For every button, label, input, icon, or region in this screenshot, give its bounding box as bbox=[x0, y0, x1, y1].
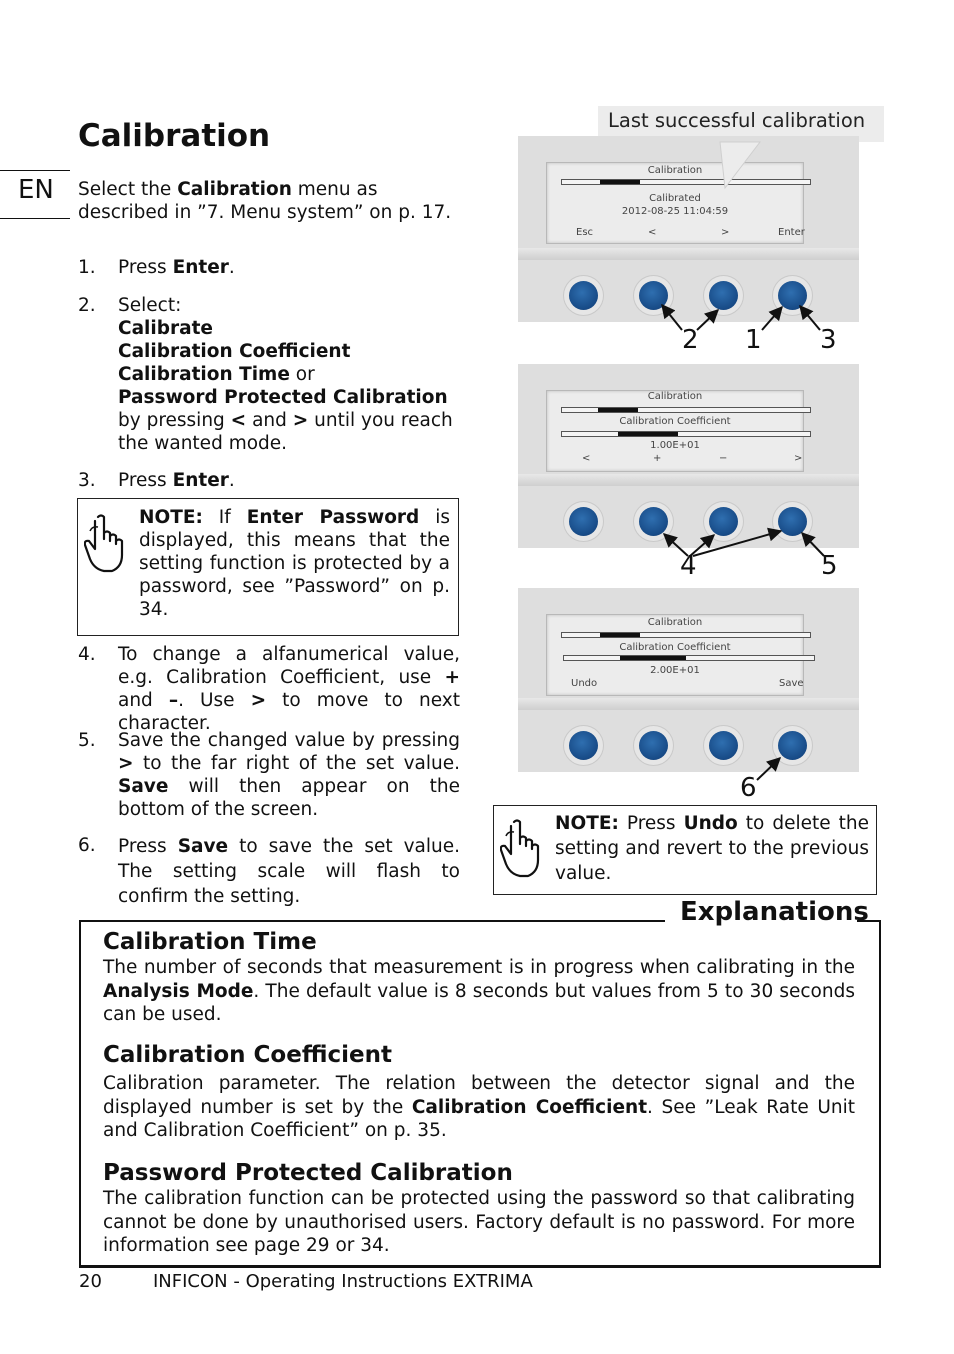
note-text: NOTE: Press Undo to delete the setting and revert to the previous value. bbox=[555, 813, 870, 884]
step-number: 6. bbox=[78, 835, 96, 856]
step-number: 5. bbox=[78, 730, 96, 751]
step-3: Press Enter. bbox=[118, 470, 235, 491]
section-heading: Calibration Time bbox=[103, 929, 317, 955]
section-heading: Password Protected Calibration bbox=[103, 1160, 513, 1186]
step-5: Save the changed value by pressing > to the far right of the set value. Save will then appear on the bottom of the screen. bbox=[118, 730, 460, 820]
lang-tab: EN bbox=[18, 175, 54, 205]
callout-number: 3 bbox=[820, 325, 837, 355]
screen-title: Calibration bbox=[647, 165, 703, 176]
softkey-label: Save bbox=[779, 678, 804, 689]
screen-value: 1.00E+01 bbox=[650, 440, 700, 451]
callout-number: 2 bbox=[682, 325, 699, 355]
screen-status: Calibrated bbox=[649, 193, 701, 204]
screen-title: Calibration bbox=[647, 391, 703, 402]
step-4: To change a alfanumerical value, e.g. Calibration Coefficient, use + and –. Use > to move to next character. bbox=[118, 644, 461, 734]
note-box-undo bbox=[493, 805, 877, 895]
note-text: NOTE: If Enter Password is displayed, this means that the setting function is protected by a password, see ”Password” on p. 34. bbox=[139, 507, 450, 620]
softkey-label: < bbox=[648, 227, 657, 238]
screen-timestamp: 2012-08-25 11:04:59 bbox=[621, 206, 729, 217]
screen-value: 2.00E+01 bbox=[650, 665, 700, 676]
page-number: 20 bbox=[79, 1271, 102, 1292]
callout-number: 6 bbox=[740, 773, 757, 803]
step-number: 3. bbox=[78, 470, 96, 491]
softkey-label: > bbox=[794, 453, 803, 464]
softkey-label: − bbox=[719, 453, 728, 464]
step-number: 2. bbox=[78, 295, 96, 316]
section-text: Calibration parameter. The relation between the detector signal and the displayed number is set by the Calibration Coefficient. See ”Leak Rate Unit and Calibration Coefficient” on p. 35. bbox=[103, 1073, 855, 1141]
screen-subtitle: Calibration Coefficient bbox=[619, 642, 731, 653]
step-6: Press Save to save the set value. The setting scale will flash to confirm the setting. bbox=[118, 836, 460, 907]
softkey-label: > bbox=[721, 227, 730, 238]
screen-subtitle: Calibration Coefficient bbox=[619, 416, 731, 427]
softkey-label: < bbox=[582, 453, 591, 464]
callout-number: 1 bbox=[745, 325, 762, 355]
softkey-label: Undo bbox=[571, 678, 598, 689]
step-1: Press Enter. bbox=[118, 257, 235, 278]
step-number: 4. bbox=[78, 644, 96, 665]
page-title: Calibration bbox=[78, 118, 271, 154]
screen-title: Calibration bbox=[647, 617, 703, 628]
step-2: Select: Calibrate Calibration Coefficient Calibration Time or Password Protected Calibration by pressing < and > until you reach the wanted mode. bbox=[118, 295, 453, 454]
intro-text: Select the Calibration menu as described in ”7. Menu system” on p. 17. bbox=[78, 179, 452, 223]
callout-number: 5 bbox=[821, 551, 838, 581]
pointing-hand-icon bbox=[500, 818, 542, 880]
softkey-label: Esc bbox=[576, 227, 594, 238]
section-heading: Calibration Coefficient bbox=[103, 1042, 392, 1068]
softkey-label: Enter bbox=[778, 227, 805, 238]
callout-last-calibration: Last successful calibration bbox=[598, 106, 884, 142]
section-text: The number of seconds that measurement is in progress when calibrating in the Analysis Mode. The default value is 8 seconds but values from 5 to 30 seconds can be used. bbox=[103, 957, 855, 1025]
step-number: 1. bbox=[78, 257, 96, 278]
softkey-label: + bbox=[653, 453, 662, 464]
section-text: The calibration function can be protected using the password so that calibrating cannot be done by unauthorised users. Factory default is no password. For more information see page 29 or 34. bbox=[103, 1188, 855, 1256]
explanations-title: Explanations bbox=[680, 897, 869, 927]
callout-number: 4 bbox=[680, 551, 697, 581]
footer-text: INFICON - Operating Instructions EXTRIMA bbox=[153, 1271, 533, 1292]
